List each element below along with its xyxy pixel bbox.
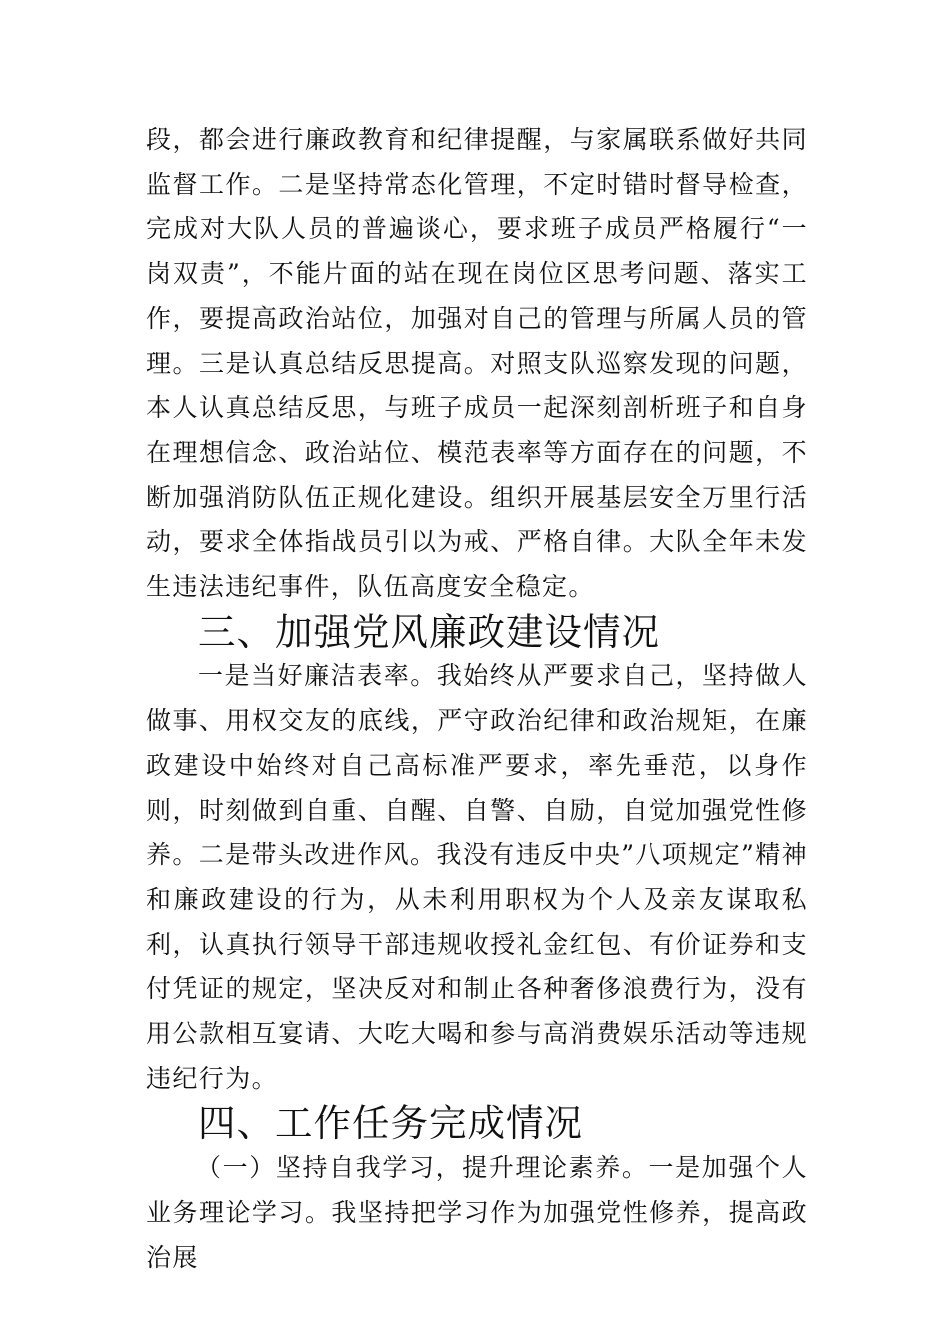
paragraph-continued: 段，都会进行廉政教育和纪律提醒，与家属联系做好共同监督工作。二是坚持常态化管理，不定时错时督导检查，完成对大队人员的普遍谈心，要求班子成员严格履行“一岗双责”，不能片面的站在现在岗位区思考问题、落实工作，要提高政治站位，加强对自己的管理与所属人员的管理。三是认真总结反思提高。对照支队巡察发现的问题，本人认真总结反思，与班子成员一起深刻剖析班子和自身在理想信念、政治站位、模范表率等方面存在的问题，不断加强消防队伍正规化建设。组织开展基层安全万里行活动，要求全体指战员引以为戒、严格自律。大队全年未发生违法违纪事件，队伍高度安全稳定。: [146, 125, 808, 602]
document-body: [146, 118, 808, 1280]
paragraph-study: （一）坚持自我学习，提升理论素养。一是加强个人业务理论学习。我坚持把学习作为加强党性修养，提高政治展: [146, 1153, 808, 1272]
paragraph-integrity: 一是当好廉洁表率。我始终从严要求自己，坚持做人做事、用权交友的底线，严守政治纪律和政治规矩，在廉政建设中始终对自己高标准严要求，率先垂范，以身作则，时刻做到自重、自醒、自警、自励，自觉加强党性修养。二是带头改进作风。我没有违反中央”八项规定”精神和廉政建设的行为，从未利用职权为个人及亲友谋取私利，认真执行领导干部违规收授礼金红包、有价证券和支付凭证的规定，坚决反对和制止各种奢侈浪费行为，没有用公款相互宴请、大吃大喝和参与高消费娱乐活动等违规违纪行为。: [146, 661, 808, 1093]
section-heading-3: 三、加强党风廉政建设情况: [198, 609, 660, 654]
section-heading-4: 四、工作任务完成情况: [198, 1101, 583, 1146]
